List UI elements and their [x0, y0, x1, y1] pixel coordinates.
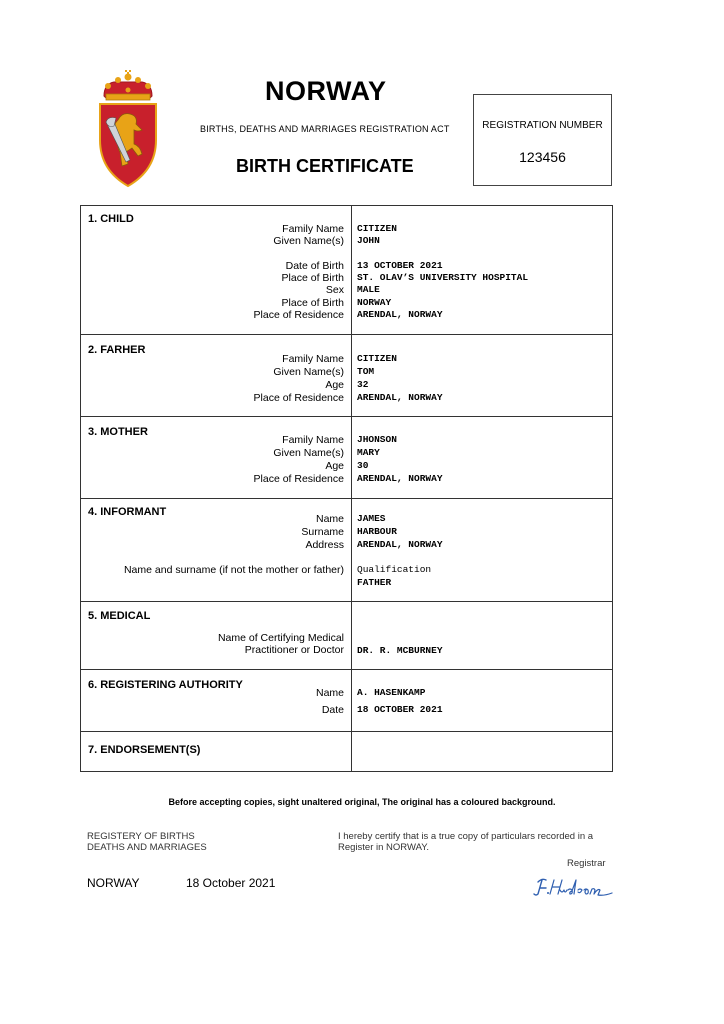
informant-relationship-label: Name and surname (if not the mother or father)	[123, 564, 344, 576]
informant-surname-label: Surname	[301, 526, 344, 538]
father-given-name-label: Given Name(s)	[273, 366, 344, 378]
registrar-label: Registrar	[567, 858, 606, 869]
mother-family-name-value: JHONSON	[357, 434, 397, 445]
footer-country: NORWAY	[87, 876, 140, 890]
informant-surname-value: HARBOUR	[357, 526, 397, 537]
mother-family-name-label: Family Name	[282, 434, 344, 446]
child-given-name-value: JOHN	[357, 235, 380, 246]
original-copy-note: Before accepting copies, sight unaltered original, The original has a coloured background.	[168, 797, 556, 807]
medical-label-line1: Name of Certifying Medical	[217, 632, 344, 644]
authority-name-label: Name	[315, 687, 344, 699]
footer-date: 18 October 2021	[186, 876, 276, 890]
section-title-mother: 3. MOTHER	[88, 426, 148, 438]
section-divider	[81, 416, 612, 417]
child-place-of-birth-country-label: Place of Birth	[281, 297, 344, 309]
child-date-of-birth-label: Date of Birth	[285, 260, 344, 272]
certificate-title: BIRTH CERTIFICATE	[236, 156, 414, 176]
coat-of-arms-emblem	[94, 70, 162, 188]
authority-name-value: A. HASENKAMP	[357, 687, 426, 698]
section-title-informant: 4. INFORMANT	[88, 506, 167, 518]
section-title-endorsements: 7. ENDORSEMENT(S)	[88, 744, 201, 756]
child-date-of-birth-value: 13 OCTOBER 2021	[357, 260, 443, 271]
mother-residence-value: ARENDAL, NORWAY	[357, 473, 443, 484]
authority-date-value: 18 OCTOBER 2021	[357, 704, 443, 715]
father-residence-value: ARENDAL, NORWAY	[357, 392, 443, 403]
mother-given-name-value: MARY	[357, 447, 380, 458]
informant-name-label: Name	[315, 513, 344, 525]
section-title-medical: 5. MEDICAL	[88, 610, 151, 622]
registration-number-label: REGISTRATION NUMBER	[482, 120, 603, 131]
father-family-name-value: CITIZEN	[357, 353, 397, 364]
medical-practitioner-value: DR. R. MCBURNEY	[357, 645, 443, 656]
mother-age-label: Age	[325, 460, 344, 472]
section-divider	[81, 601, 612, 602]
registration-number-box	[473, 94, 612, 186]
informant-name-value: JAMES	[357, 513, 386, 524]
child-place-of-birth-label: Place of Birth	[281, 272, 344, 284]
section-divider	[81, 669, 612, 670]
child-sex-value: MALE	[357, 284, 380, 295]
section-title-authority: 6. REGISTERING AUTHORITY	[88, 679, 243, 691]
section-title-child: 1. CHILD	[88, 213, 134, 225]
father-age-label: Age	[325, 379, 344, 391]
informant-qualification-label: Qualification	[357, 564, 432, 575]
registry-name	[87, 831, 207, 853]
child-place-of-birth-value: ST. OLAV’S UNIVERSITY HOSPITAL	[357, 272, 529, 283]
child-place-of-birth-country-value: NORWAY	[357, 297, 392, 308]
child-family-name-value: CITIZEN	[357, 223, 397, 234]
section-divider	[81, 731, 612, 732]
informant-address-label: Address	[305, 539, 344, 551]
certification-statement: I hereby certify that is a true copy of particulars recorded in a Register in NORWAY.	[338, 831, 594, 853]
section-divider	[81, 498, 612, 499]
certificate-table	[80, 205, 613, 772]
child-given-name-label: Given Name(s)	[273, 235, 344, 247]
child-family-name-label: Family Name	[282, 223, 344, 235]
mother-given-name-label: Given Name(s)	[273, 447, 344, 459]
informant-qualification-value: FATHER	[357, 577, 392, 588]
father-residence-label: Place of Residence	[253, 392, 344, 404]
registrar-signature	[532, 876, 616, 898]
mother-residence-label: Place of Residence	[253, 473, 344, 485]
column-divider	[351, 206, 352, 771]
country-title: NORWAY	[265, 76, 387, 106]
child-sex-label: Sex	[325, 284, 344, 296]
registry-name-line1: REGISTERY OF BIRTHS	[87, 831, 195, 842]
registry-name-line2: DEATHS AND MARRIAGES	[87, 842, 207, 853]
section-divider	[81, 334, 612, 335]
father-family-name-label: Family Name	[282, 353, 344, 365]
section-title-father: 2. FARHER	[88, 344, 146, 356]
father-given-name-value: TOM	[357, 366, 375, 377]
medical-label-line2: Practitioner or Doctor	[244, 644, 344, 656]
authority-date-label: Date	[321, 704, 344, 716]
child-residence-label: Place of Residence	[253, 309, 344, 321]
mother-age-value: 30	[357, 460, 369, 471]
registration-act: BIRTHS, DEATHS AND MARRIAGES REGISTRATION ACT	[200, 124, 450, 134]
informant-address-value: ARENDAL, NORWAY	[357, 539, 443, 550]
registration-number: 123456	[519, 149, 566, 165]
father-age-value: 32	[357, 379, 369, 390]
child-residence-value: ARENDAL, NORWAY	[357, 309, 443, 320]
